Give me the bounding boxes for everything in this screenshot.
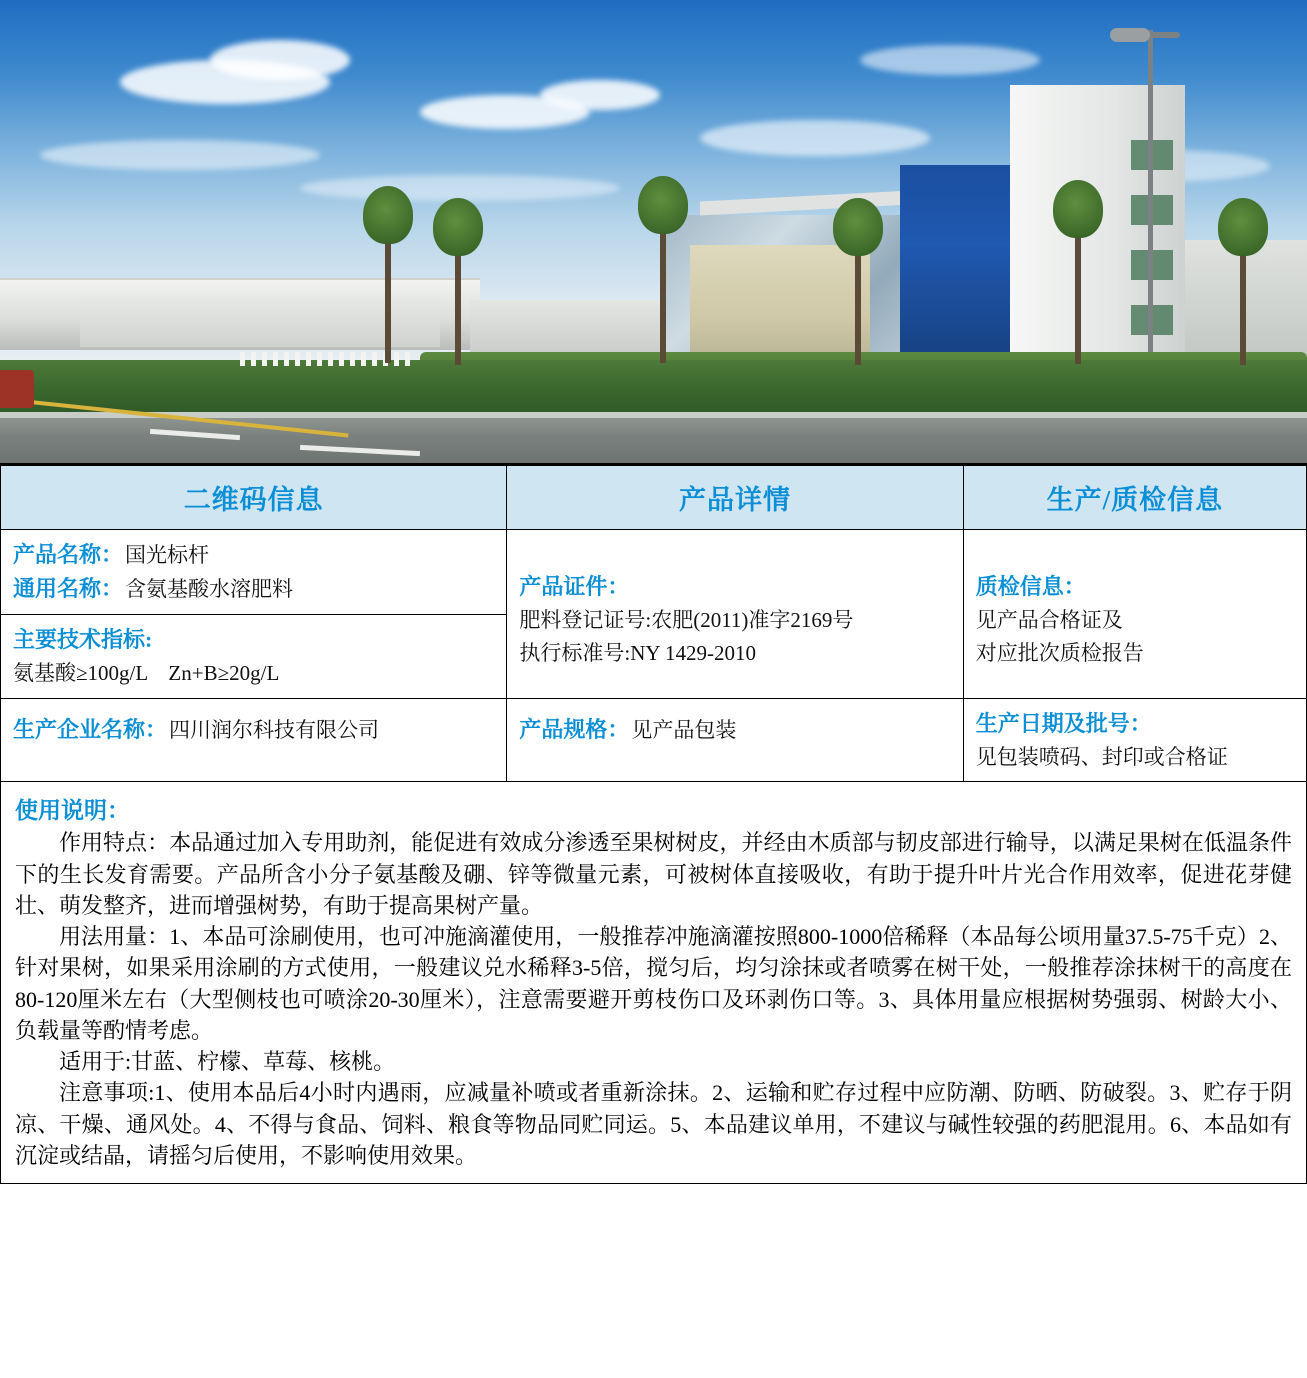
street-lamp-head bbox=[1110, 28, 1150, 42]
cloud bbox=[860, 45, 1040, 75]
tech-indicator-label: 主要技术指标: bbox=[13, 627, 153, 653]
cloud bbox=[540, 80, 660, 110]
usage-paragraph-dosage: 用法用量：1、本品可涂刷使用，也可冲施滴灌使用，一般推荐冲施滴灌按照800-1000倍稀释（本品每公顷用量37.5-75千克）2、针对果树，如果采用涂刷的方式使用，一般建议兑水稀释3-5倍，搅匀后，均匀涂抹或者喷雾在树干处，一般推荐涂抹树干的高度在80-120厘米左右（大型侧枝也可喷涂20-30厘米），注意需要避开剪枝伤口及环剥伤口等。3、具体用量应根据树势强弱、树龄大小、负载量等酌情考虑。 bbox=[15, 924, 1292, 1043]
manufacturer-value: 四川润尔科技有限公司 bbox=[169, 717, 380, 742]
tree bbox=[660, 228, 666, 363]
certificate-standard-no: 执行标准号:NY 1429-2010 bbox=[519, 640, 757, 665]
street-lamp-pole bbox=[1148, 30, 1153, 400]
cell-qc-info bbox=[963, 530, 1306, 699]
tree bbox=[1075, 232, 1081, 364]
info-table bbox=[0, 463, 1307, 782]
cell-tech-indicators bbox=[1, 615, 507, 699]
table-row bbox=[1, 698, 1307, 782]
parked-car bbox=[0, 370, 34, 408]
common-name-label: 通用名称： bbox=[13, 576, 124, 602]
hedge-row-front bbox=[0, 360, 1307, 418]
usage-instructions-title: 使用说明： bbox=[15, 798, 130, 824]
table-header-row bbox=[1, 466, 1307, 530]
cell-product-names bbox=[1, 530, 507, 615]
qc-info-line-2: 对应批次质检报告 bbox=[975, 640, 1144, 665]
tree bbox=[385, 238, 391, 363]
cloud bbox=[700, 120, 930, 156]
factory-campus-photo bbox=[0, 0, 1307, 463]
common-name-value: 含氨基酸水溶肥料 bbox=[125, 577, 294, 602]
specification-label: 产品规格： bbox=[519, 716, 630, 742]
product-name-label: 产品名称： bbox=[13, 542, 124, 567]
tree bbox=[455, 250, 461, 365]
production-date-label: 生产日期及批号： bbox=[975, 710, 1152, 736]
product-name-value: 国光标杆 bbox=[125, 543, 210, 567]
tech-indicator-value: 氨基酸≥100g/L Zn+B≥20g/L bbox=[13, 661, 280, 686]
tree bbox=[855, 250, 861, 365]
cell-production-date bbox=[963, 698, 1306, 782]
cell-specification bbox=[507, 698, 963, 782]
certificate-label: 产品证件： bbox=[519, 574, 630, 599]
manufacturer-label: 生产企业名称： bbox=[13, 716, 168, 742]
usage-instructions-block bbox=[0, 782, 1307, 1184]
cloud bbox=[210, 40, 350, 80]
qc-info-line-1: 见产品合格证及 bbox=[975, 608, 1123, 633]
certificate-registration-no: 肥料登记证号:农肥(2011)准字2169号 bbox=[519, 608, 854, 633]
yellow-office-building bbox=[690, 245, 870, 365]
qc-info-label: 质检信息： bbox=[975, 574, 1086, 599]
usage-paragraph-applicable-crops: 适用于:甘蓝、柠檬、草莓、核桃。 bbox=[59, 1049, 396, 1075]
cell-manufacturer bbox=[1, 698, 507, 782]
usage-paragraph-features: 作用特点：本品通过加入专用助剂，能促进有效成分渗透至果树树皮，并经由木质部与韧皮部进行输导，以满足果树在低温条件下的生长发育需要。产品所含小分子氨基酸及硼、锌等微量元素，可被树体直接吸收，有助于提升叶片光合作用效率，促进花芽健壮、萌发整齐，进而增强树势，有助于提高果树产量。 bbox=[15, 830, 1292, 918]
cell-certificates bbox=[507, 530, 963, 699]
table-row bbox=[1, 530, 1307, 615]
specification-value: 见产品包装 bbox=[631, 717, 737, 742]
road bbox=[0, 418, 1307, 463]
cloud bbox=[40, 140, 320, 170]
right-building bbox=[1185, 240, 1307, 365]
header-production-qc-info: 生产/质检信息 bbox=[963, 466, 1306, 530]
usage-paragraph-precautions: 注意事项:1、使用本品后4小时内遇雨，应减量补喷或者重新涂抹。2、运输和贮存过程中应防潮、防晒、防破裂。3、贮存于阴凉、干燥、通风处。4、不得与食品、饲料、粮食等物品同贮同运。5、本品建议单用，不建议与碱性较强的药肥混用。6、本品如有沉淀或结晶，请摇匀后使用，不影响使用效果。 bbox=[15, 1080, 1292, 1168]
header-product-details: 产品详情 bbox=[507, 466, 963, 530]
blue-tower bbox=[900, 165, 1020, 365]
production-date-value: 见包装喷码、封印或合格证 bbox=[975, 744, 1228, 769]
header-qrcode-info: 二维码信息 bbox=[1, 466, 507, 530]
tree bbox=[1240, 250, 1246, 365]
